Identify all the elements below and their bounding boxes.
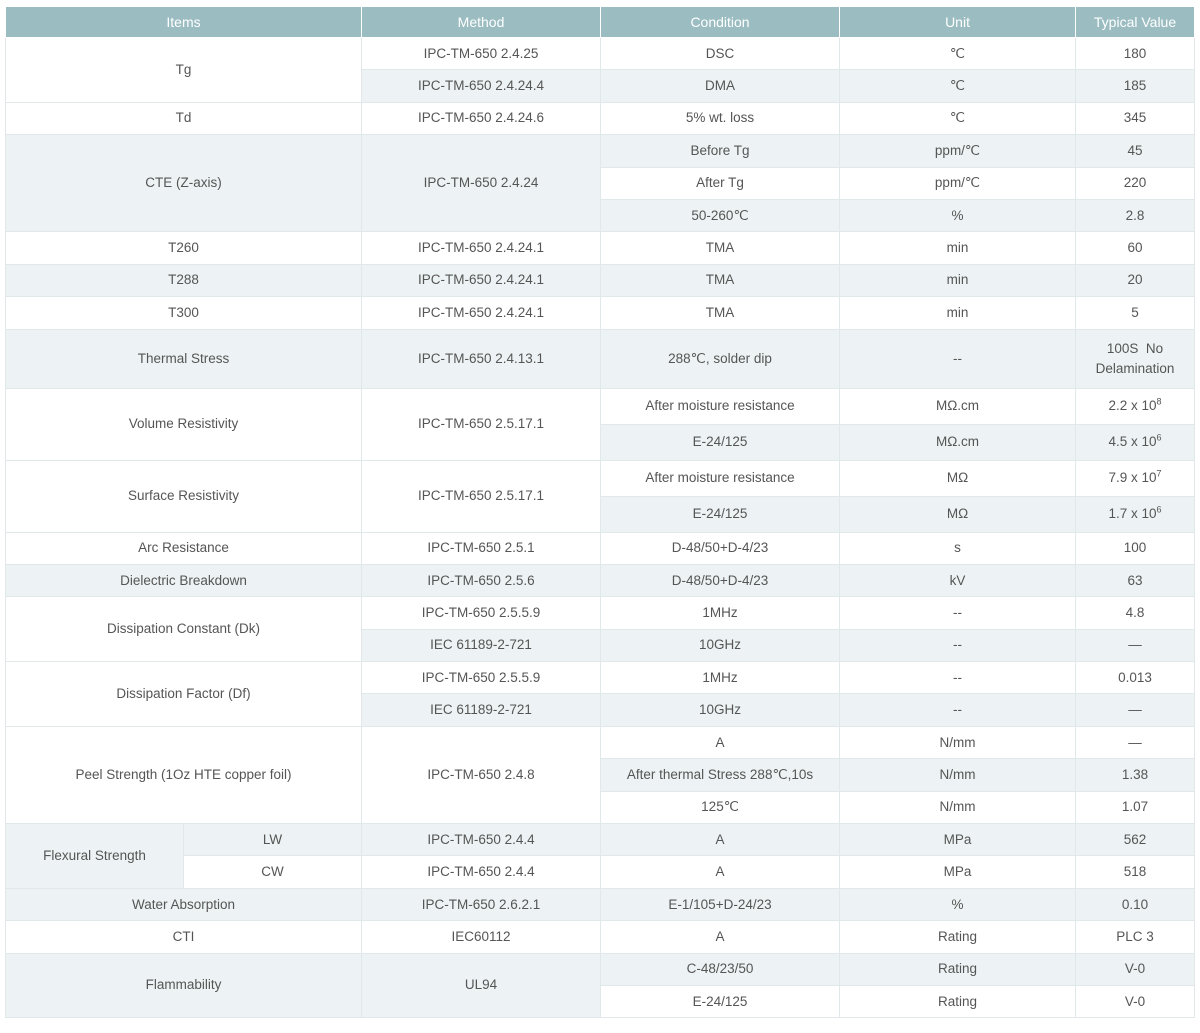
item-flexural-strength: Flexural Strength — [6, 824, 184, 889]
method-cell: IPC-TM-650 2.4.24.4 — [362, 70, 601, 102]
condition-cell: After thermal Stress 288℃,10s — [601, 759, 840, 791]
value-cell: 0.10 — [1076, 888, 1195, 920]
table-row — [6, 329, 1195, 388]
value-base: 1.7 x 10 — [1108, 506, 1157, 522]
table-row — [6, 726, 1195, 758]
method-cell: IPC-TM-650 2.4.4 — [362, 824, 601, 856]
value-cell — [1076, 329, 1195, 388]
unit-cell: kV — [840, 564, 1076, 596]
value-cell: 45 — [1076, 135, 1195, 167]
item-dissipation-factor: Dissipation Factor (Df) — [6, 662, 362, 727]
item-arc-resistance: Arc Resistance — [6, 532, 362, 564]
condition-cell: E-24/125 — [601, 496, 840, 532]
unit-cell: % — [840, 199, 1076, 231]
table-row — [6, 38, 1195, 70]
table-header-row — [6, 7, 1195, 38]
method-cell: IPC-TM-650 2.4.4 — [362, 856, 601, 888]
condition-cell: A — [601, 856, 840, 888]
method-cell: IPC-TM-650 2.4.25 — [362, 38, 601, 70]
value-cell: 63 — [1076, 564, 1195, 596]
unit-cell: min — [840, 297, 1076, 329]
table-row — [6, 564, 1195, 596]
value-cell: 220 — [1076, 167, 1195, 199]
table-row — [6, 824, 1195, 856]
condition-cell: TMA — [601, 297, 840, 329]
table-row — [6, 953, 1195, 985]
header-unit: Unit — [840, 7, 1076, 38]
item-volume-resistivity: Volume Resistivity — [6, 388, 362, 460]
value-cell — [1076, 496, 1195, 532]
condition-cell: E-1/105+D-24/23 — [601, 888, 840, 920]
method-cell: IPC-TM-650 2.5.1 — [362, 532, 601, 564]
method-cell: IPC-TM-650 2.4.24.1 — [362, 264, 601, 296]
value-base: 4.5 x 10 — [1108, 434, 1157, 450]
method-cell: IPC-TM-650 2.4.13.1 — [362, 329, 601, 388]
value-cell: — — [1076, 629, 1195, 661]
value-cell: 1.07 — [1076, 791, 1195, 823]
unit-cell: -- — [840, 597, 1076, 629]
unit-cell: MΩ — [840, 496, 1076, 532]
table-row — [6, 888, 1195, 920]
method-cell: IPC-TM-650 2.5.17.1 — [362, 460, 601, 532]
item-t260: T260 — [6, 232, 362, 264]
condition-cell: 10GHz — [601, 629, 840, 661]
sub-item-cw: CW — [184, 856, 362, 888]
unit-cell: MPa — [840, 824, 1076, 856]
value-cell: 518 — [1076, 856, 1195, 888]
value-cell: 185 — [1076, 70, 1195, 102]
value-cell — [1076, 388, 1195, 424]
condition-cell: E-24/125 — [601, 985, 840, 1017]
unit-cell: ppm/℃ — [840, 167, 1076, 199]
condition-cell: TMA — [601, 264, 840, 296]
header-method: Method — [362, 7, 601, 38]
value-exponent: 6 — [1156, 504, 1162, 515]
condition-cell: DSC — [601, 38, 840, 70]
value-cell — [1076, 460, 1195, 496]
unit-cell: MPa — [840, 856, 1076, 888]
method-cell: IPC-TM-650 2.5.5.9 — [362, 662, 601, 694]
method-cell: IEC 61189-2-721 — [362, 629, 601, 661]
table-row — [6, 297, 1195, 329]
condition-cell: A — [601, 921, 840, 953]
value-cell: — — [1076, 694, 1195, 726]
method-cell: IPC-TM-650 2.5.6 — [362, 564, 601, 596]
value-cell: 5 — [1076, 297, 1195, 329]
value-cell: 1.38 — [1076, 759, 1195, 791]
unit-cell: ℃ — [840, 102, 1076, 134]
condition-cell: D-48/50+D-4/23 — [601, 532, 840, 564]
method-cell: IPC-TM-650 2.5.5.9 — [362, 597, 601, 629]
table-row — [6, 856, 1195, 888]
item-cti: CTI — [6, 921, 362, 953]
value-cell: V-0 — [1076, 985, 1195, 1017]
item-flammability: Flammability — [6, 953, 362, 1018]
value-cell: 562 — [1076, 824, 1195, 856]
method-cell: UL94 — [362, 953, 601, 1018]
unit-cell: Rating — [840, 985, 1076, 1017]
unit-cell: N/mm — [840, 791, 1076, 823]
unit-cell: % — [840, 888, 1076, 920]
value-cell: 345 — [1076, 102, 1195, 134]
condition-cell: 1MHz — [601, 597, 840, 629]
condition-cell: 288℃, solder dip — [601, 329, 840, 388]
condition-cell: After Tg — [601, 167, 840, 199]
table-row — [6, 532, 1195, 564]
condition-cell: A — [601, 726, 840, 758]
value-cell: PLC 3 — [1076, 921, 1195, 953]
properties-table — [5, 6, 1195, 1018]
unit-cell: ppm/℃ — [840, 135, 1076, 167]
value-cell: 180 — [1076, 38, 1195, 70]
value-base: 2.2 x 10 — [1108, 398, 1157, 414]
condition-cell: E-24/125 — [601, 424, 840, 460]
unit-cell: MΩ — [840, 460, 1076, 496]
condition-cell: 5% wt. loss — [601, 102, 840, 134]
unit-cell: ℃ — [840, 70, 1076, 102]
table-row — [6, 102, 1195, 134]
item-water-absorption: Water Absorption — [6, 888, 362, 920]
value-line: Delamination — [1095, 360, 1175, 376]
method-cell: IPC-TM-650 2.4.24.1 — [362, 297, 601, 329]
unit-cell: min — [840, 232, 1076, 264]
header-items: Items — [6, 7, 362, 38]
unit-cell: N/mm — [840, 726, 1076, 758]
unit-cell: -- — [840, 694, 1076, 726]
unit-cell: -- — [840, 329, 1076, 388]
value-cell: 60 — [1076, 232, 1195, 264]
unit-cell: Rating — [840, 921, 1076, 953]
condition-cell: 1MHz — [601, 662, 840, 694]
condition-cell: 125℃ — [601, 791, 840, 823]
condition-cell: TMA — [601, 232, 840, 264]
item-thermal-stress: Thermal Stress — [6, 329, 362, 388]
item-surface-resistivity: Surface Resistivity — [6, 460, 362, 532]
unit-cell: MΩ.cm — [840, 424, 1076, 460]
item-t300: T300 — [6, 297, 362, 329]
unit-cell: Rating — [840, 953, 1076, 985]
header-typical-value: Typical Value — [1076, 7, 1195, 38]
method-cell: IPC-TM-650 2.5.17.1 — [362, 388, 601, 460]
condition-cell: 50-260℃ — [601, 199, 840, 231]
unit-cell: ℃ — [840, 38, 1076, 70]
value-cell: V-0 — [1076, 953, 1195, 985]
condition-cell: D-48/50+D-4/23 — [601, 564, 840, 596]
value-cell: 20 — [1076, 264, 1195, 296]
unit-cell: min — [840, 264, 1076, 296]
value-cell: 2.8 — [1076, 199, 1195, 231]
condition-cell: After moisture resistance — [601, 460, 840, 496]
method-cell: IEC 61189-2-721 — [362, 694, 601, 726]
value-exponent: 6 — [1156, 432, 1162, 443]
item-dielectric-breakdown: Dielectric Breakdown — [6, 564, 362, 596]
method-cell: IPC-TM-650 2.4.24.6 — [362, 102, 601, 134]
value-line: 100S No — [1106, 340, 1164, 356]
value-base: 7.9 x 10 — [1108, 470, 1157, 486]
value-cell: — — [1076, 726, 1195, 758]
method-cell: IPC-TM-650 2.4.24.1 — [362, 232, 601, 264]
condition-cell: 10GHz — [601, 694, 840, 726]
value-cell — [1076, 424, 1195, 460]
table-row — [6, 232, 1195, 264]
item-cte: CTE (Z-axis) — [6, 135, 362, 232]
unit-cell: MΩ.cm — [840, 388, 1076, 424]
condition-cell: A — [601, 824, 840, 856]
sub-item-lw: LW — [184, 824, 362, 856]
table-row — [6, 662, 1195, 694]
item-t288: T288 — [6, 264, 362, 296]
unit-cell: s — [840, 532, 1076, 564]
item-dissipation-constant: Dissipation Constant (Dk) — [6, 597, 362, 662]
value-cell: 0.013 — [1076, 662, 1195, 694]
value-exponent: 7 — [1156, 468, 1162, 479]
condition-cell: C-48/23/50 — [601, 953, 840, 985]
item-peel-strength: Peel Strength (1Oz HTE copper foil) — [6, 726, 362, 823]
condition-cell: Before Tg — [601, 135, 840, 167]
condition-cell: After moisture resistance — [601, 388, 840, 424]
method-cell: IPC-TM-650 2.4.24 — [362, 135, 601, 232]
condition-cell: DMA — [601, 70, 840, 102]
method-cell: IEC60112 — [362, 921, 601, 953]
value-cell: 4.8 — [1076, 597, 1195, 629]
method-cell: IPC-TM-650 2.4.8 — [362, 726, 601, 823]
table-row — [6, 264, 1195, 296]
header-condition: Condition — [601, 7, 840, 38]
table-row — [6, 388, 1195, 424]
value-exponent: 8 — [1156, 396, 1162, 407]
unit-cell: -- — [840, 662, 1076, 694]
unit-cell: -- — [840, 629, 1076, 661]
item-td: Td — [6, 102, 362, 134]
value-cell: 100 — [1076, 532, 1195, 564]
table-row — [6, 460, 1195, 496]
item-tg: Tg — [6, 38, 362, 103]
table-row — [6, 921, 1195, 953]
unit-cell: N/mm — [840, 759, 1076, 791]
properties-table-container — [5, 6, 1194, 1018]
table-row — [6, 597, 1195, 629]
table-row — [6, 135, 1195, 167]
method-cell: IPC-TM-650 2.6.2.1 — [362, 888, 601, 920]
